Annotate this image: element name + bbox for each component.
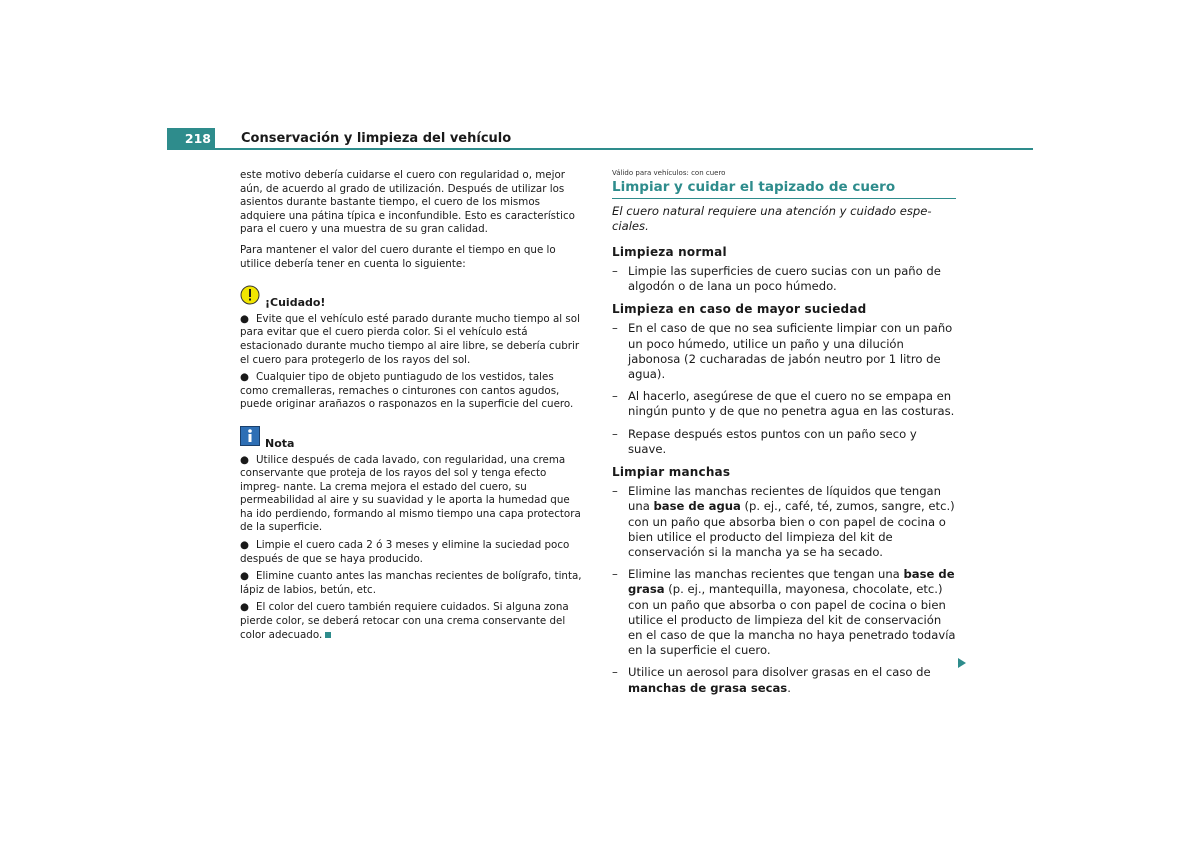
caution-item — [240, 313, 582, 367]
list-item-text — [628, 665, 956, 695]
body-paragraph: Para mantener el valor del cuero durante el tiempo en que lo utilice debería tener en cuenta lo siguiente: — [240, 243, 556, 270]
note-item-text: Elimine cuanto antes las manchas recientes de bolígrafo, tinta, lápiz de labios, betún, etc. — [240, 570, 582, 596]
dash-icon: – — [612, 426, 618, 441]
warning-exclamation-icon — [240, 285, 260, 310]
bullet-icon: ● — [240, 539, 249, 552]
list-item-text: Limpie las superficies de cuero sucias con un paño de algodón o de lana un poco húmedo. — [628, 263, 941, 294]
dash-icon: – — [612, 263, 618, 278]
section-intro: El cuero natural requiere una atención y cuidado espe- ciales. — [612, 204, 932, 234]
text-run: Elimine las manchas recientes de líquidos que tengan una — [628, 484, 942, 514]
note-title: Nota — [265, 436, 295, 450]
text-run: (p. ej., mantequilla, mayonesa, chocolate, etc.) con un paño que absorba o con papel de cocina o bien utilice el producto de limpieza del kit de conservación en el caso de que la mancha no haya penetrado todavía en la superficie el cuero. — [628, 582, 956, 658]
list-item — [612, 321, 956, 382]
note-item-text: Limpie el cuero cada 2 ó 3 meses y elimine la suciedad poco después de que se haya producido. — [240, 539, 570, 565]
text-run: Elimine las manchas recientes que tengan una — [628, 567, 904, 582]
note-item — [240, 454, 582, 536]
subheading-normal: Limpieza normal — [612, 244, 727, 259]
dash-icon: – — [612, 389, 618, 404]
note-item — [240, 539, 582, 566]
page-header — [167, 128, 1033, 150]
bold-term: base de grasa — [628, 567, 955, 597]
bullet-icon: ● — [240, 312, 249, 325]
dash-icon: – — [612, 665, 618, 680]
list-item-text: En el caso de que no sea suficiente limpiar con un paño un poco húmedo, utilice un paño y una dilución jabonosa (2 cucharadas de jabón neutro por 1 litro de agua). — [628, 321, 953, 382]
dash-icon: – — [612, 567, 618, 582]
list-item — [612, 389, 956, 419]
section-title: Limpiar y cuidar el tapizado de cuero — [612, 180, 956, 199]
caution-heading — [240, 285, 582, 310]
subheading-stains: Limpiar manchas — [612, 465, 731, 480]
bullet-icon: ● — [240, 601, 249, 614]
continue-arrow-icon — [958, 658, 966, 668]
list-item-text — [628, 484, 956, 560]
note-heading — [240, 426, 582, 451]
list-item — [612, 427, 956, 457]
text-run: Utilice un aerosol para disolver grasas en el caso de — [628, 665, 931, 680]
text-run: . — [787, 680, 791, 695]
chapter-title: Conservación y limpieza del vehículo — [241, 131, 512, 146]
list-item-text — [628, 567, 956, 658]
list-item — [612, 484, 956, 560]
list-item-text: Repase después estos puntos con un paño seco y suave. — [628, 426, 917, 456]
text-run: (p. ej., café, té, zumos, sangre, etc.) con un paño que absorba bien o con papel de cocina o bien utilice el producto del limpieza del kit de conservación si la mancha ya se ha secado. — [628, 499, 955, 560]
list-item — [612, 665, 956, 695]
left-column — [240, 169, 582, 646]
right-column — [612, 169, 956, 703]
note-item — [240, 570, 582, 597]
info-icon — [240, 426, 260, 451]
dash-icon: – — [612, 321, 618, 336]
caution-item — [240, 371, 582, 412]
list-item-text: Al hacerlo, asegúrese de que el cuero no se empapa en ningún punto y de que no penetra agua en las costuras. — [628, 389, 955, 419]
dash-icon: – — [612, 484, 618, 499]
caution-title: ¡Cuidado! — [265, 296, 326, 310]
note-item-text: Utilice después de cada lavado, con regularidad, una crema conservante que proteja de los rayos del sol y tenga efecto impreg- nante. La crema mejora el estado del cuero, su permeabilidad al aire y su suavidad y le aporta la humedad que ha ido perdiendo, formando al mismo tiempo una capa protectora de la superficie. — [240, 453, 581, 534]
bullet-icon: ● — [240, 371, 249, 384]
list-item — [612, 567, 956, 658]
bullet-icon: ● — [240, 453, 249, 466]
bold-term: base de agua — [653, 499, 741, 514]
bold-term: manchas de grasa secas — [628, 680, 788, 695]
caution-item-text: Evite que el vehículo esté parado durante mucho tiempo al sol para evitar que el cuero pierda color. Si el vehículo está estacionado durante mucho tiempo al aire libre, se debería cubrir el cuero para protegerlo de los rayos del sol. — [240, 312, 580, 366]
page-number: 218 — [167, 128, 215, 149]
list-item — [612, 264, 956, 294]
body-paragraph: este motivo debería cuidarse el cuero con regularidad o, mejor aún, de acuerdo al grado de utilización. Después de utilizar los asientos durante bastante tiempo, el cuero de los mismos adquiere una pátina típica e inconfundible. Esto es característico para el cuero y una muestra de su gran calidad. — [240, 169, 575, 236]
caution-item-text: Cualquier tipo de objeto puntiagudo de los vestidos, tales como cremalleras, remaches o cinturones con cantos agudos, puede originar arañazos o rasponazos en la superficie del cuero. — [240, 371, 574, 411]
end-square-icon — [325, 632, 331, 638]
subheading-heavy: Limpieza en caso de mayor suciedad — [612, 302, 867, 317]
bullet-icon: ● — [240, 570, 249, 583]
header-rule — [167, 148, 1033, 150]
validity-note: Válido para vehículos: con cuero — [612, 169, 726, 177]
note-item — [240, 601, 582, 642]
note-item-text: El color del cuero también requiere cuidados. Si alguna zona pierde color, se deberá retocar con una crema conservante del color adecuado. — [240, 601, 569, 641]
